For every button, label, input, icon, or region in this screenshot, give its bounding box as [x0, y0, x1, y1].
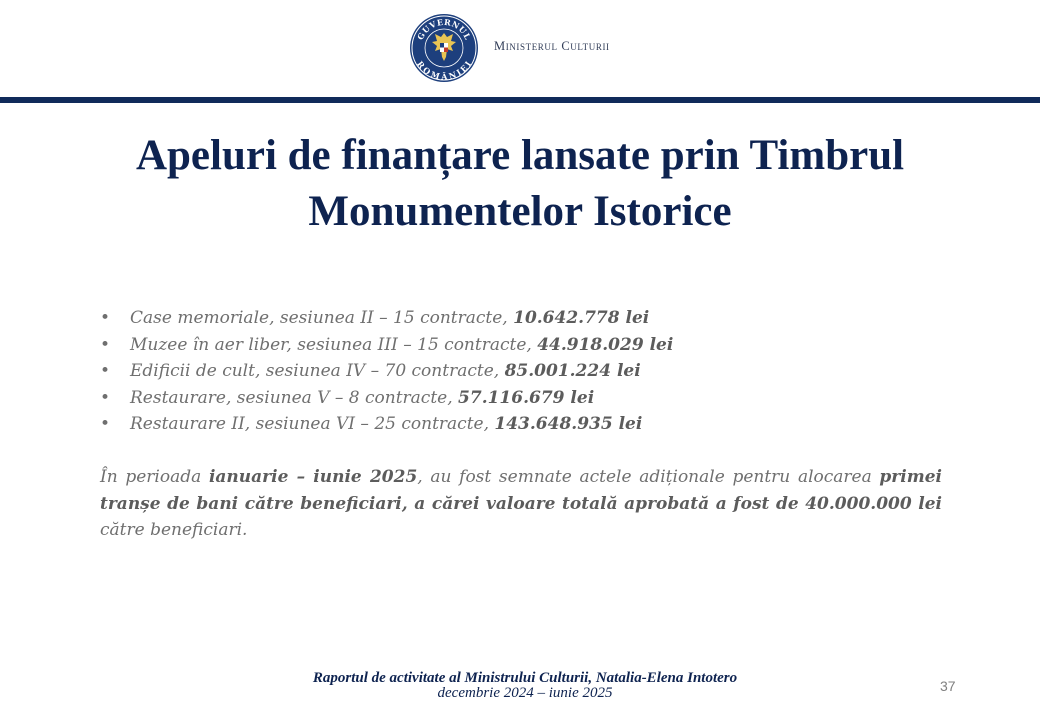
summary-paragraph — [100, 464, 942, 544]
page-title — [40, 128, 1000, 240]
government-seal-icon — [409, 13, 479, 83]
list-item-text: Edificii de cult, sesiunea IV – 70 contracte, — [130, 361, 505, 381]
footer-period-line: decembrie 2024 – iunie 2025 — [437, 685, 613, 701]
list-item — [100, 411, 960, 438]
list-item-amount: 44.918.029 lei — [537, 334, 674, 355]
paragraph-part-2: , au fost semnate actele adiționale pentru alocarea — [417, 467, 880, 487]
bullet-marker: • — [100, 334, 111, 355]
list-item-amount: 85.001.224 lei — [504, 361, 641, 381]
bullet-marker: • — [100, 414, 111, 434]
paragraph-bold-phrase: primei tranșe de bani către beneficiari, a cărei valoare totală aprobată a fost de 40.000.000 lei — [100, 467, 942, 514]
list-item-text: Case memoriale, sesiunea II – 15 contracte, — [130, 308, 514, 328]
list-item-amount: 143.648.935 lei — [494, 414, 643, 434]
paragraph-period: ianuarie – iunie 2025 — [208, 467, 418, 487]
seal-bottom-text: ROMÂNIEI — [414, 58, 474, 82]
list-item — [100, 358, 960, 385]
header-divider — [0, 97, 1040, 103]
seal-top-text: GUVERNUL — [414, 16, 474, 42]
page-number: 37 — [940, 678, 956, 694]
header — [0, 0, 1040, 104]
bullet-marker: • — [100, 361, 111, 381]
footer — [200, 670, 850, 701]
list-item — [100, 385, 960, 412]
list-item — [100, 305, 960, 332]
list-item-amount: 57.116.679 lei — [458, 387, 595, 408]
title-line-2: Monumentelor Istorice — [308, 188, 732, 235]
funding-calls-list — [100, 305, 960, 438]
bullet-marker: • — [100, 308, 111, 328]
list-item-text: Restaurare, sesiunea V – 8 contracte, — [130, 387, 459, 408]
bullet-marker: • — [100, 387, 111, 408]
paragraph-part-3: către beneficiari. — [100, 520, 248, 540]
list-item — [100, 332, 960, 359]
ministry-name: Ministerul Culturii — [494, 39, 610, 53]
list-item-amount: 10.642.778 lei — [513, 308, 650, 328]
footer-report-line: Raportul de activitate al Ministrului Culturii, Natalia-Elena Intotero — [312, 670, 738, 686]
paragraph-part-1: În perioada — [100, 467, 209, 487]
list-item-text: Muzee în aer liber, sesiunea III – 15 contracte, — [130, 334, 538, 355]
list-item-text: Restaurare II, sesiunea VI – 25 contracte, — [130, 414, 495, 434]
title-line-1: Apeluri de finanțare lansate prin Timbrul — [135, 132, 905, 179]
